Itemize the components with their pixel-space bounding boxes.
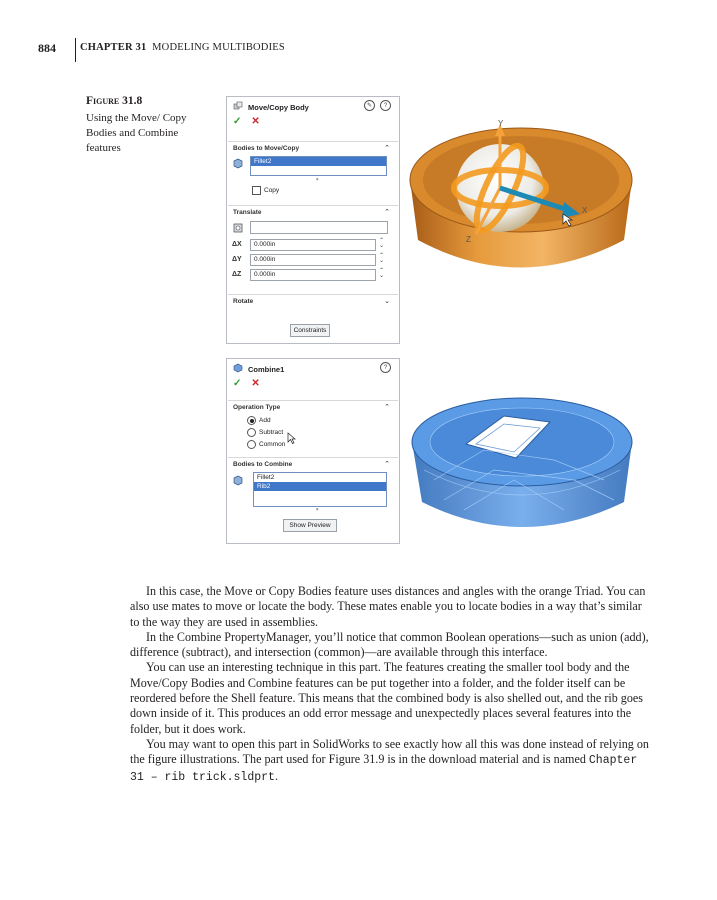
dy-label: ΔY [232, 256, 242, 263]
constraints-button[interactable]: Constraints [290, 324, 330, 337]
panel-title [233, 363, 284, 375]
translate-reference-icon [233, 223, 243, 235]
page-number: 884 [38, 41, 56, 55]
dx-label: ΔX [232, 241, 242, 248]
section-bodies-to-combine[interactable]: Bodies to Combine ⌃ [228, 457, 398, 470]
axis-x-label: X [582, 206, 588, 215]
body-select-icon [232, 475, 243, 488]
dx-spinner[interactable]: ⌃ ⌄ [379, 238, 385, 249]
dz-input[interactable]: 0.000in [250, 269, 376, 281]
radio-common[interactable]: Common [247, 440, 285, 449]
cancel-button[interactable]: ✕ [251, 378, 260, 389]
body-text [130, 584, 650, 785]
file-name: Chapter 31 – rib trick.sldprt [130, 754, 638, 784]
radio-subtract[interactable]: Subtract [247, 428, 283, 437]
radio-add[interactable]: Add [247, 416, 271, 425]
body-select-icon [232, 158, 243, 171]
resize-handle[interactable]: ⦁ [316, 507, 319, 513]
combine-panel [226, 358, 400, 544]
orange-part-view [400, 110, 640, 290]
list-item[interactable]: Rib2 [254, 482, 386, 491]
chevron-up-icon: ⌃ [384, 209, 390, 216]
paragraph: In this case, the Move or Copy Bodies feature uses distances and angles with the orange Triad. You can also use mates to move or locate the body. These mates enable you to locate bodies in a way that’s similar to the way they are used in assemblies. [130, 584, 646, 629]
cancel-button[interactable]: ✕ [251, 116, 260, 127]
chapter-label: CHAPTER 31 [80, 42, 147, 53]
pushpin-icon[interactable]: ✎ [364, 100, 375, 111]
paragraph: You can use an interesting technique in this part. The features creating the smaller tool body and the Move/Copy Bodies and Combine features can be put together into a folder, and the folder itself can be reordered before the Shell feature. This means that the combined body is also shelled out, and the rib goes down inside of it. This produces an odd error message and unexpectedly places several features into the folder, but it does work. [130, 660, 643, 736]
figure-label: Figure 31.8 [86, 95, 143, 107]
dx-input[interactable]: 0.000in [250, 239, 376, 251]
chapter-title: MODELING MULTIBODIES [152, 42, 285, 53]
header-divider [75, 38, 76, 62]
axis-z-label: Z [466, 235, 471, 244]
ok-button[interactable]: ✓ [233, 116, 242, 127]
move-copy-icon [233, 101, 243, 113]
section-rotate[interactable]: Rotate ⌄ [228, 294, 398, 307]
combine-icon [233, 363, 243, 375]
dz-spinner[interactable]: ⌃ ⌄ [379, 268, 385, 279]
move-copy-title: Move/Copy Body [248, 102, 309, 112]
bodies-selection-box[interactable] [250, 156, 387, 176]
bodies-selection-box[interactable] [253, 472, 387, 507]
move-copy-panel [226, 96, 400, 344]
copy-label: Copy [264, 187, 280, 194]
show-preview-button[interactable]: Show Preview [283, 519, 337, 532]
copy-checkbox[interactable] [252, 186, 261, 195]
resize-handle[interactable]: ⦁ [316, 177, 319, 183]
list-item[interactable]: Fillet2 [251, 157, 386, 166]
dz-label: ΔZ [232, 271, 242, 278]
chevron-up-icon: ⌃ [384, 404, 390, 411]
chevron-down-icon: ⌄ [384, 298, 390, 305]
axis-y-label: Y [498, 119, 504, 128]
chevron-up-icon: ⌃ [384, 461, 390, 468]
blue-part-view [404, 380, 640, 548]
section-operation-type[interactable]: Operation Type ⌃ [228, 400, 398, 413]
combine-title: Combine1 [248, 364, 285, 374]
section-translate[interactable]: Translate ⌃ [228, 205, 398, 218]
chevron-up-icon: ⌃ [384, 145, 390, 152]
dy-spinner[interactable]: ⌃ ⌄ [379, 253, 385, 264]
paragraph: You may want to open this part in SolidWorks to see exactly how all this was done instead of relying on the figure illustrations. The part used for Figure 31.9 is in the download material and is named Chapter 31 – rib trick.sldprt. [130, 736, 649, 784]
ok-button[interactable]: ✓ [233, 378, 242, 389]
list-item[interactable]: Fillet2 [257, 474, 275, 481]
section-bodies-to-move[interactable]: Bodies to Move/Copy ⌃ [228, 141, 398, 154]
paragraph: In the Combine PropertyManager, you’ll notice that common Boolean operations—such as union (add), difference (subtract), and intersection (common)—are available through this interface. [130, 629, 649, 660]
cursor-icon [287, 432, 296, 446]
running-header [80, 42, 285, 53]
figure-caption: Using the Move/ Copy Bodies and Combine features [86, 112, 187, 154]
help-icon[interactable]: ? [380, 362, 391, 373]
copy-option[interactable] [252, 186, 279, 195]
help-icon[interactable]: ? [380, 100, 391, 111]
translate-reference-field[interactable] [250, 221, 388, 234]
panel-title [233, 101, 309, 113]
dy-input[interactable]: 0.000in [250, 254, 376, 266]
